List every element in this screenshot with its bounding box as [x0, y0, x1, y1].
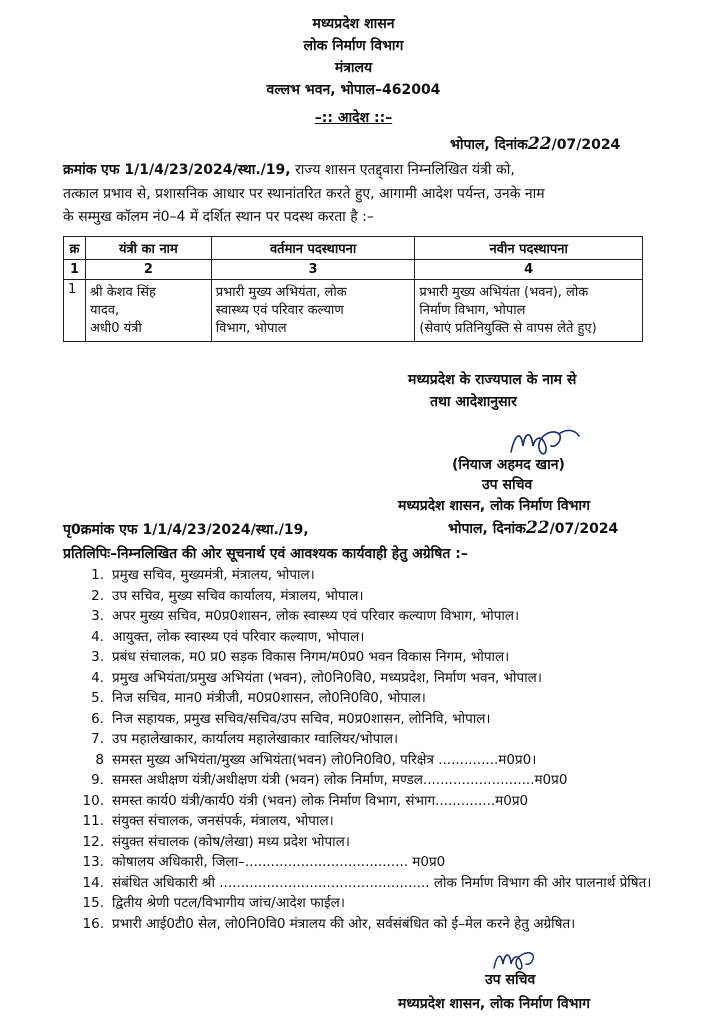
header-ministry: मंत्रालय	[334, 60, 373, 76]
order-title: –:: आदेश ::–	[314, 110, 393, 126]
signatory-name: (नियाज अहमद खान)	[452, 457, 565, 473]
order-date: भोपाल, दिनांक22/07/2024	[450, 134, 621, 154]
signatory-department-2: मध्यप्रदेश शासन, लोक निर्माण विभाग	[398, 996, 591, 1012]
list-item: 6. निज सहायक, प्रमुख सचिव/सचिव/उप सचिव, म0प्र0शासन, लोनिवि, भोपाल।	[91, 710, 491, 727]
col-header-sno: क्र	[64, 237, 86, 260]
list-item: 11. संयुक्त संचालक, जनसंपर्क, मंत्रालय, भोपाल।	[82, 813, 334, 829]
endorsement-number: पृ0क्रमांक एफ 1/1/4/23/2024/स्था./19,	[63, 522, 309, 538]
order-number: एफ 1/1/4/23/2024/स्था./19,	[100, 162, 291, 178]
header-department: लोक निर्माण विभाग	[303, 38, 404, 54]
list-item: 8 समस्त मुख्य अभियंता/मुख्य अभियंता(भवन) लो0नि0वि0, परिक्षेत्र ..............म0प्र0।	[95, 751, 537, 768]
cell-current-posting: प्रभारी मुख्य अभियंता, लोक स्वास्थ्य एवं परिवार कल्याण विभाग, भोपाल	[211, 280, 415, 342]
col-header-new-posting: नवीन पदस्थापना	[415, 237, 643, 260]
list-item: 7. उप महालेखाकार, कार्यालय महालेखाकार ग्वालियर/भोपाल।	[91, 731, 399, 747]
table-column-number-row: 1 2 3 4	[64, 260, 643, 280]
col-header-current-posting: वर्तमान पदस्थापना	[211, 237, 415, 260]
list-item: 16. प्रभारी आई0टी0 सेल, लो0नि0वि0 मंत्रालय की ओर, सर्वसंबंधित को ई–मेल करने हेतु अग्रेषित।	[82, 915, 576, 932]
cell-sno: 1	[64, 280, 86, 342]
governor-order-line2: तथा आदेशानुसार	[430, 394, 517, 410]
endorsement-date: भोपाल, दिनांक22/07/2024	[448, 518, 619, 538]
header-government: मध्यप्रदेश शासन	[312, 16, 395, 32]
list-item: 9. समस्त अधीक्षण यंत्री/अधीक्षण यंत्री (भवन) लोक निर्माण, मण्डल..........................म0प्र0	[91, 772, 568, 788]
order-number-label: क्रमांक	[63, 162, 97, 178]
list-item: 12. संयुक्त संचालक (कोष/लेखा) मध्य प्रदेश भोपाल।	[82, 833, 350, 850]
list-item: 5. निज सचिव, मान0 मंत्रीजी, म0प्र0शासन, लो0नि0वि0, भोपाल।	[91, 690, 426, 706]
list-item: 3. प्रबंध संचालक, म0 प्र0 सड़क विकास निगम/म0प्र0 भवन विकास निगम, भोपाल।	[91, 649, 510, 665]
list-item: 10. समस्त कार्य0 यंत्री/कार्य0 यंत्री (भवन) लोक निर्माण विभाग, संभाग..............म0प्र0	[82, 792, 529, 809]
header-address: वल्लभ भवन, भोपाल–462004	[266, 82, 441, 98]
list-item: 13. कोषालय अधिकारी, जिला–...................................... म0प्र0	[82, 854, 446, 870]
governor-order-line1: मध्यप्रदेश के राज्यपाल के नाम से	[408, 372, 577, 388]
list-item: 3. अपर मुख्य सचिव, म0प्र0शासन, लोक स्वास्थ्य एवं परिवार कल्याण विभाग, भोपाल।	[91, 608, 520, 624]
order-paragraph-line3: के सम्मुख कॉलम नं0–4 में दर्शित स्थान पर पदस्थ करता है :–	[63, 209, 374, 225]
copy-heading: प्रतिलिपिः–निम्नलिखित की ओर सूचनार्थ एवं आवश्यक कार्यवाही हेतु अग्रेषित :–	[63, 546, 468, 562]
handwritten-date-day: 22	[525, 518, 550, 538]
signatory-department: मध्यप्रदेश शासन, लोक निर्माण विभाग	[398, 498, 591, 514]
list-item: 2. उप सचिव, मुख्य सचिव कार्यालय, मंत्रालय, भोपाल।	[91, 587, 364, 604]
list-item: 1. प्रमुख सचिव, मुख्यमंत्री, मंत्रालय, भोपाल।	[91, 567, 315, 583]
transfer-table	[63, 236, 643, 342]
handwritten-date-day: 22	[527, 134, 552, 154]
order-paragraph-line1: क्रमांक एफ 1/1/4/23/2024/स्था./19, राज्य शासन एतद्द्वारा निम्नलिखित यंत्री को,	[63, 162, 515, 178]
signatory-designation: उप सचिव	[482, 477, 533, 493]
list-item: 4. आयुक्त, लोक स्वास्थ्य एवं परिवार कल्याण, भोपाल।	[91, 628, 365, 645]
table-row	[64, 280, 643, 342]
cell-name: श्री केशव सिंह यादव, अधी0 यंत्री	[85, 280, 211, 342]
list-item: 15. द्वितीय श्रेणी पटल/विभागीय जांच/आदेश फाईल।	[82, 895, 345, 911]
list-item: 14. संबंधित अधिकारी श्री ................................................. लोक निर्माण विभाग की ओर पालनार्थ प्रेषित।	[82, 874, 652, 891]
list-item: 4. प्रमुख अभियंता/प्रमुख अभियंता (भवन), लो0नि0वि0, मध्यप्रदेश, निर्माण भवन, भोपाल।	[91, 669, 542, 686]
distribution-list	[76, 565, 656, 934]
cell-new-posting: प्रभारी मुख्य अभियंता (भवन), लोक निर्माण विभाग, भोपाल (सेवाएं प्रतिनियुक्ति से वापस लेते हुए)	[415, 280, 643, 342]
signatory-designation-2: उप सचिव	[485, 972, 536, 988]
col-header-name: यंत्री का नाम	[85, 237, 211, 260]
order-paragraph-line2: तत्काल प्रभाव से, प्रशासनिक आधार पर स्थानांतरित करते हुए, आगामी आदेश पर्यन्त, उनके नाम	[63, 186, 545, 202]
table-header-row	[64, 237, 643, 260]
